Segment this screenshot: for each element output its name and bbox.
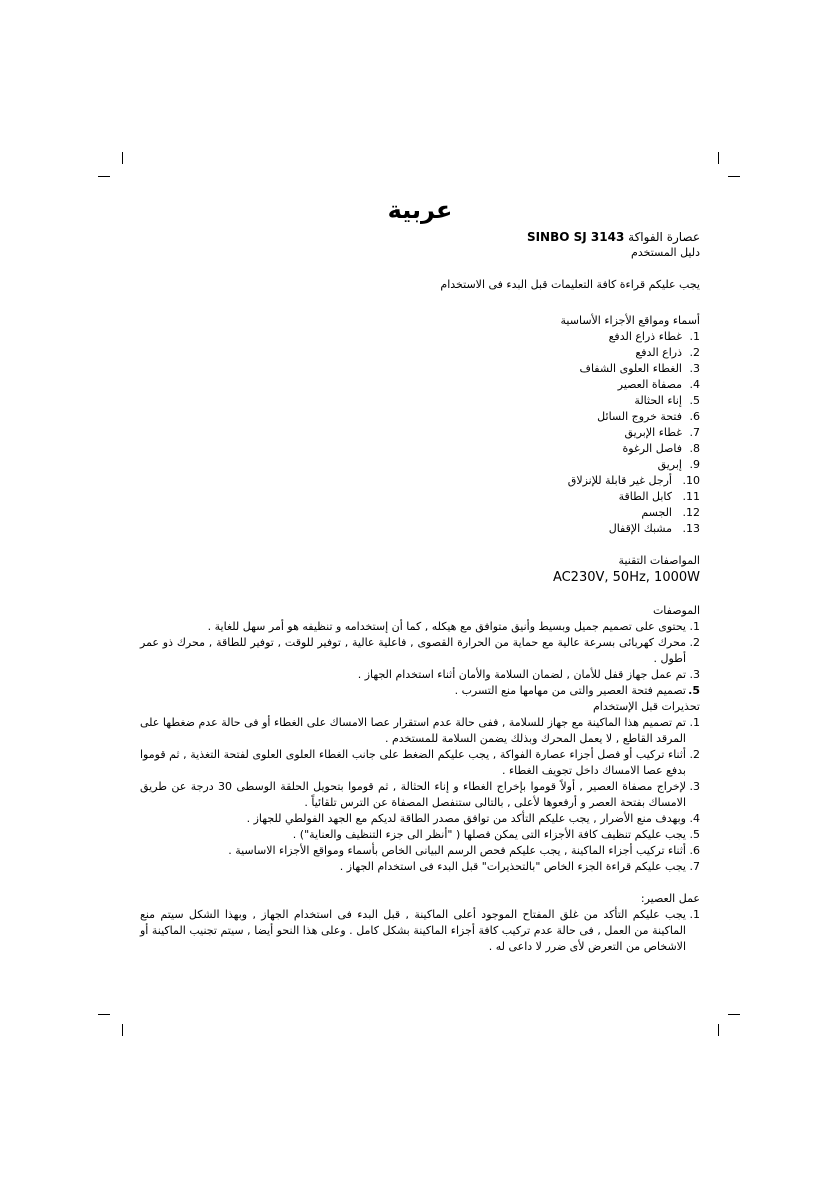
- list-item: 2. محرك كهربائى بسرعة عالية مع حماية من الحرارة القصوى , فاعلية عالية , توفير للوقت , توفير للطاقة , محرك ذو عمر أطول .: [140, 636, 700, 665]
- list-item: 11. كابل الطاقة: [618, 490, 700, 503]
- page-title: عربية: [387, 196, 453, 224]
- list-item: 1. يجب عليكم التأكد من غلق المفتاح الموجود أعلى الماكينة , قبل البدء فى استخدام الجهاز , وبهذا الشكل سيتم منع الماكينة من العمل , فى حالة عدم تركيب كافة أجزاء الماكينة بشكل كامل . وعلى هذا النحو أيضا , سيتم تجنيب الماكينة أو الاشخاص من التعرض لأى ضرر لا داعى له .: [140, 908, 700, 953]
- product-prefix: عصارة الفواكة: [628, 230, 700, 244]
- product-line: [140, 229, 700, 245]
- crop-mark: [122, 1024, 123, 1036]
- list-item: 5. إناء الحثالة: [634, 394, 700, 407]
- crop-mark: [728, 176, 740, 177]
- features-list: [140, 619, 700, 699]
- list-item: 1. تم تصميم هذا الماكينة مع جهاز للسلامة , ففى حالة عدم استقرار عصا الامساك على الغطاء أو فى حالة عدم ضغطها على المرقد القاطع , لا يعمل المحرك وبذلك يضمن السلامة للمستخدم .: [140, 716, 700, 745]
- specs-heading: المواصفات التقنية: [618, 554, 700, 567]
- crop-mark: [122, 152, 123, 164]
- list-item: 12. الجسم: [641, 506, 700, 519]
- list-item: 1. غطاء ذراع الدفع: [608, 330, 700, 343]
- warnings-heading: تحذيرات قبل الإستخدام: [593, 700, 700, 713]
- list-item: 7. يجب عليكم قراءة الجزء الخاص "بالتحذيرات" قبل البدء فى استخدام الجهاز .: [339, 860, 700, 873]
- list-item: 3. لإخراج مصفاة العصير , أولاً قوموا بإخراج الغطاء و إناء الحثالة , ثم قوموا بتحويل الحلقة الوسطى 30 درجة عن طريق الامساك بفتحة العصر و أرفعوها لأعلى , بالتالى ستنفصل المصفاة عن الترس تلقائياً .: [140, 780, 700, 809]
- list-item: 2. أثناء تركيب أو فصل أجزاء عصارة الفواكة , يجب عليكم الضغط على جانب الغطاء العلوى العلوى لفتحة التغذية , ثم قوموا بدفع عصا الامساك داخل تجويف الغطاء .: [140, 748, 700, 777]
- list-item: 3. الغطاء العلوى الشفاف: [579, 362, 700, 375]
- list-item: 4. وبهدف منع الأضرار , يجب عليكم التأكد من توافق مصدر الطاقة لديكم مع الجهد الفولطي للجهاز .: [246, 812, 700, 825]
- list-item: 6. أثناء تركيب أجزاء الماكينة , يجب عليكم فحص الرسم البيانى الخاص بأسماء ومواقع الأجزاء الاساسية .: [228, 844, 700, 857]
- list-item: 5. تصميم فتحة العصير والتى من مهامها منع التسرب .: [454, 684, 700, 697]
- warnings-list: [140, 715, 700, 875]
- list-item: 5. يجب عليكم تنظيف كافة الأجزاء التى يمكن فصلها ( "أنظر الى جزء التنظيف والعناية") .: [292, 828, 700, 841]
- crop-mark: [718, 152, 719, 164]
- intro-text: يجب عليكم قراءة كافة التعليمات قبل البدء فى الاستخدام: [440, 278, 700, 291]
- parts-heading: أسماء ومواقع الأجزاء الأساسية: [560, 314, 700, 327]
- list-item: 10. أرجل غير قابلة للإنزلاق: [567, 474, 700, 487]
- crop-mark: [718, 1024, 719, 1036]
- operation-list: [140, 907, 700, 955]
- list-item: 13. مشبك الإقفال: [608, 522, 700, 535]
- list-item: 8. فاصل الرغوة: [622, 442, 700, 455]
- parts-list: [140, 329, 700, 537]
- list-item: 4. مصفاة العصير: [617, 378, 700, 391]
- list-item: 7. غطاء الإبريق: [624, 426, 700, 439]
- crop-mark: [98, 176, 110, 177]
- list-item: 6. فتحة خروج السائل: [597, 410, 700, 423]
- product-model: SINBO SJ 3143: [526, 230, 625, 244]
- features-heading: الموصفات: [652, 604, 700, 617]
- operation-heading: عمل العصير:: [640, 892, 700, 905]
- crop-mark: [728, 1014, 740, 1015]
- list-item: 1. يحتوى على تصميم جميل وبسيط وأنيق متوافق مع هيكله , كما أن إستخدامه و تنظيفه هو أمر سهل للغاية .: [207, 620, 700, 633]
- crop-mark: [98, 1014, 110, 1015]
- manual-label: دليل المستخدم: [631, 246, 700, 259]
- document-page: [140, 195, 700, 955]
- specs-value: AC230V, 50Hz, 1000W: [552, 570, 700, 585]
- list-item: 3. تم عمل جهاز قفل للأمان , لضمان السلامة والأمان أثناء استخدام الجهاز .: [357, 668, 700, 681]
- list-item: 2. ذراع الدفع: [635, 346, 700, 359]
- list-item: 9. إبريق: [657, 458, 700, 471]
